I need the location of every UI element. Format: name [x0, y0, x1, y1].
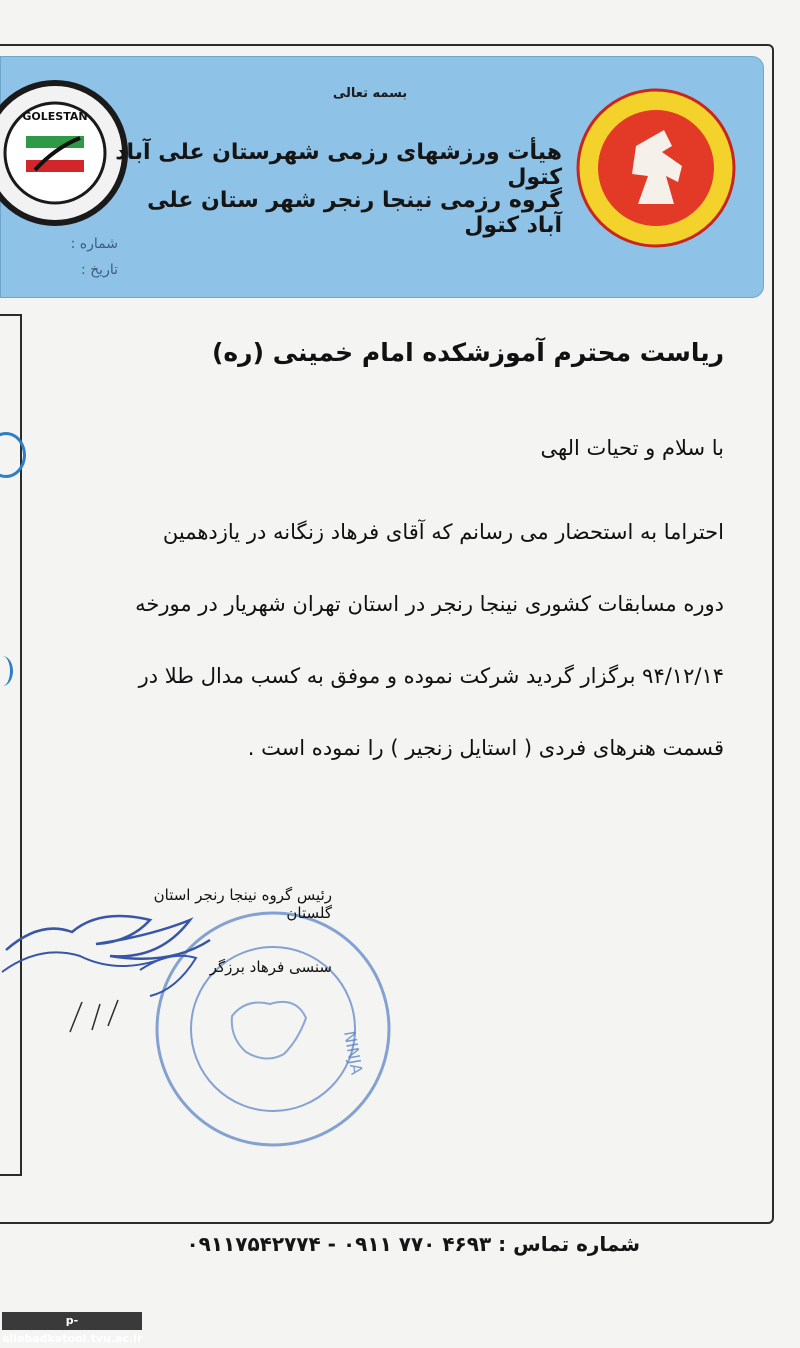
date-label: تاریخ :: [80, 262, 118, 278]
greeting-line: با سلام و تحیات الهی: [540, 436, 724, 460]
federation-logo: [574, 86, 738, 250]
svg-text:GOLESTAN: GOLESTAN: [22, 110, 88, 123]
contact-line: شماره تماس : ۴۶۹۳ ۷۷۰ ۰۹۱۱ - ۰۹۱۱۷۵۴۲۷۷۴: [186, 1232, 640, 1256]
body-line: دوره مسابقات کشوری نینجا رنجر در استان تهران شهریار در مورخه: [135, 592, 724, 616]
signatory-title: رئیس گروه نینجا رنجر استان گلستان: [153, 886, 332, 922]
body-line: قسمت هنرهای فردی ( استایل زنجیر ) را نموده است .: [247, 736, 724, 760]
number-label: شماره :: [70, 236, 118, 252]
bismillah: بسمه تعالی: [332, 86, 408, 101]
org-title-2: گروه رزمی نینجا رنجر شهر ستان علی آباد کتول: [147, 188, 562, 238]
signatory-name: سنسی فرهاد برزگر: [209, 958, 332, 976]
source-watermark: p-aliabadkatool.tvu.ac.ir: [2, 1314, 143, 1345]
org-title-1: هیأت ورزشهای رزمی شهرستان علی آباد کتول: [115, 140, 562, 190]
recipient-line: ریاست محترم آموزشکده امام خمینی (ره): [212, 338, 724, 367]
svg-text:NINJA: NINJA: [340, 1029, 367, 1077]
body-line: احتراما به استحضار می رسانم که آقای فرهاد زنگانه در یازدهمین: [162, 520, 724, 544]
body-line: ۹۴/۱۲/۱۴ برگزار گردید شرکت نموده و موفق به کسب مدال طلا در: [138, 664, 724, 688]
